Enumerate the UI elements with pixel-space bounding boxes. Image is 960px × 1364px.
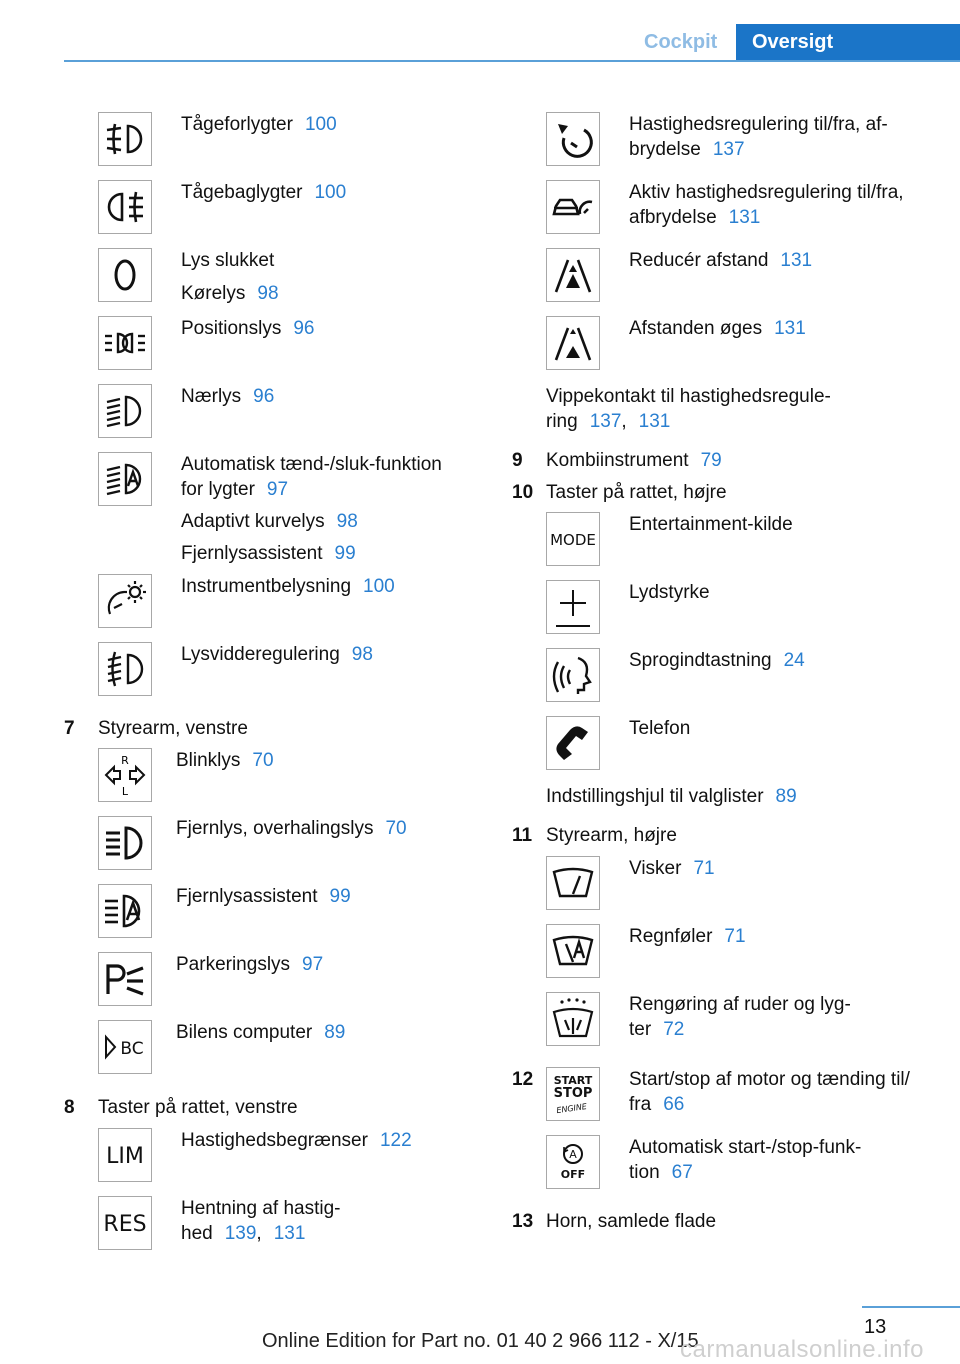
section-title: Horn, samlede flade (546, 1211, 717, 1232)
page-number: 13 (864, 1316, 887, 1338)
res-icon-text: RES (103, 1212, 147, 1237)
low-beam-icon (98, 384, 152, 438)
section-number: 9 (512, 450, 523, 471)
edition-note: Online Edition for Part no. 01 40 2 966 112 - X/15 (262, 1330, 699, 1352)
item-parking-light (176, 952, 323, 977)
item-turn-signal (176, 748, 274, 773)
item-voice-input (629, 648, 805, 673)
item-auto-start-stop (629, 1135, 861, 1160)
start-icon-text: START (553, 1074, 593, 1087)
section-number: 8 (64, 1097, 75, 1118)
item-label: Reducér afstand (629, 250, 769, 271)
cruise-control-icon (546, 112, 600, 166)
item-label: Automatisk tænd-/sluk-funktion (181, 454, 442, 475)
item-label: Hentning af hastig- (181, 1198, 341, 1219)
auto-start-stop-off-icon (546, 1135, 600, 1189)
page-ref-link[interactable]: 70 (252, 750, 274, 771)
page-ref-link[interactable]: 71 (693, 858, 715, 879)
auto-headlight-icon (98, 452, 152, 506)
item-label: ring (546, 411, 578, 432)
section-title: Styrearm, højre (546, 825, 677, 846)
turn-signal-icon (98, 748, 152, 802)
item-washer (629, 992, 851, 1017)
volume-icon (546, 580, 600, 634)
item-label: Start/stop af motor og tænding til/ (629, 1069, 910, 1090)
res-button-icon (98, 1196, 152, 1250)
page-ref-link[interactable]: 98 (336, 511, 358, 532)
phone-icon (546, 716, 600, 770)
board-computer-icon (98, 1020, 152, 1074)
item-label: Parkeringslys (176, 954, 291, 975)
page-ref-link[interactable]: 122 (379, 1130, 412, 1151)
item-board-computer (176, 1020, 345, 1045)
page-ref-link[interactable]: 67 (671, 1162, 693, 1183)
page-ref-link[interactable]: 98 (351, 644, 373, 665)
item-label: Aktiv hastighedsregulering til/fra, (629, 182, 904, 203)
item-label: for lygter (181, 479, 255, 500)
parking-light-icon (98, 952, 152, 1006)
item-speed-limiter (181, 1128, 412, 1153)
item-running-lights (181, 281, 279, 306)
item-cruise-control-cont (629, 137, 745, 162)
item-reduce-distance (629, 248, 812, 273)
item-washer-cont (629, 1017, 684, 1042)
item-resume-speed-cont (181, 1221, 305, 1246)
section-number: 11 (512, 825, 533, 846)
item-label: Positionslys (181, 318, 282, 339)
item-label: Instrumentbelysning (181, 576, 352, 597)
item-active-cruise-cont (629, 205, 760, 230)
item-volume (629, 580, 710, 605)
item-label: Blinklys (176, 750, 241, 771)
item-active-cruise (629, 180, 904, 205)
separator: , (621, 411, 627, 432)
lim-icon-text: LIM (106, 1144, 144, 1169)
item-label: Fjernlysassistent (181, 543, 323, 564)
item-label: Telefon (629, 718, 691, 739)
rear-fog-light-icon (98, 180, 152, 234)
parking-lamp-icon (98, 316, 152, 370)
item-label: Visker (629, 858, 682, 879)
item-label: tion (629, 1162, 660, 1183)
item-label: Nærlys (181, 386, 242, 407)
section-number: 13 (512, 1211, 534, 1232)
item-entertainment (629, 512, 793, 537)
item-rocker-switch-cont (546, 409, 670, 434)
item-label: Adaptivt kurvelys (181, 511, 325, 532)
page-ref-link[interactable]: 71 (724, 926, 746, 947)
page-ref-link[interactable]: 131 (273, 1223, 306, 1244)
section-title: Taster på rattet, højre (546, 482, 727, 503)
item-label: Sprogindtastning (629, 650, 772, 671)
item-label: Fjernlys, overhalingslys (176, 818, 374, 839)
page-ref-link[interactable]: 66 (663, 1094, 685, 1115)
item-highbeam-assist (181, 541, 356, 566)
section-title: Taster på rattet, venstre (98, 1097, 298, 1118)
page-ref-link[interactable]: 97 (302, 954, 324, 975)
item-start-stop-cont (629, 1092, 684, 1117)
page-ref-link[interactable]: 72 (663, 1019, 685, 1040)
item-position-lights (181, 316, 314, 341)
high-beam-icon (98, 816, 152, 870)
watermark: carmanualsonline.info (680, 1336, 924, 1363)
stop-icon-text: STOP (553, 1086, 593, 1101)
item-lights-off (181, 248, 274, 273)
section-title (546, 448, 722, 473)
item-high-beam-assist (176, 884, 351, 909)
separator: , (256, 1223, 262, 1244)
item-rocker-switch (546, 384, 831, 409)
item-resume-speed (181, 1196, 341, 1221)
item-auto-start-stop-cont (629, 1160, 693, 1185)
item-auto-lights (181, 452, 442, 477)
reduce-distance-icon (546, 248, 600, 302)
a-icon-text: A (569, 1148, 577, 1161)
item-low-beam (181, 384, 274, 409)
start-stop-button-icon (546, 1067, 600, 1121)
item-label: Bilens computer (176, 1022, 313, 1043)
page-ref-link[interactable]: 139 (224, 1223, 257, 1244)
item-label: Lys slukket (181, 250, 275, 271)
item-label: Fjernlysassistent (176, 886, 318, 907)
voice-input-icon (546, 648, 600, 702)
item-auto-lights-cont (181, 477, 288, 502)
page-ref-link[interactable]: 137 (712, 139, 745, 160)
page-ref-link[interactable]: 97 (266, 479, 289, 500)
item-instrument-lighting (181, 574, 395, 599)
item-label: Tågebaglygter (181, 182, 303, 203)
item-front-fog (181, 112, 337, 137)
wiper-icon (546, 856, 600, 910)
header-rule (64, 60, 960, 62)
section-title-label: Kombiinstrument (546, 450, 689, 471)
page-ref-link[interactable]: 98 (257, 283, 279, 304)
item-label: Kørelys (181, 283, 246, 304)
item-label: ter (629, 1019, 652, 1040)
item-start-stop (629, 1067, 910, 1092)
item-label: Afstanden øges (629, 318, 763, 339)
page-ref-link[interactable]: 96 (293, 318, 315, 339)
svg-text:L: L (121, 785, 129, 798)
item-headlight-range (181, 642, 373, 667)
item-label: fra (629, 1094, 652, 1115)
item-label: Tågeforlygter (181, 114, 293, 135)
item-rear-fog (181, 180, 346, 205)
item-label: Lysvidderegulering (181, 644, 340, 665)
item-label: Hastighedsbegrænser (181, 1130, 368, 1151)
increase-distance-icon (546, 316, 600, 370)
item-label: Rengøring af ruder og lyg- (629, 994, 851, 1015)
page-ref-link[interactable]: 100 (304, 114, 337, 135)
page-ref-link[interactable]: 100 (363, 576, 395, 597)
item-increase-distance (629, 316, 806, 341)
page-ref-link[interactable]: 137 (589, 411, 622, 432)
item-label: brydelse (629, 139, 701, 160)
page-ref-link[interactable]: 131 (638, 411, 671, 432)
item-label: Indstillingshjul til valglister (546, 786, 764, 807)
page-ref-link[interactable]: 24 (783, 650, 805, 671)
footer-rule (862, 1306, 960, 1308)
item-high-beam (176, 816, 407, 841)
item-label: Lydstyrke (629, 582, 710, 603)
item-label: hed (181, 1223, 213, 1244)
headlight-range-icon (98, 642, 152, 696)
page-ref-link[interactable]: 131 (774, 318, 806, 339)
page-ref-link[interactable]: 79 (700, 450, 722, 471)
page-ref-link[interactable]: 99 (334, 543, 356, 564)
off-icon-text: OFF (560, 1168, 586, 1181)
page-ref-link[interactable]: 96 (253, 386, 275, 407)
tab-cockpit[interactable]: Cockpit (644, 31, 718, 53)
item-label: Entertainment-kilde (629, 514, 793, 535)
page-ref-link[interactable]: 100 (314, 182, 347, 203)
instrument-lighting-icon (98, 574, 152, 628)
item-adaptive-curve (181, 509, 358, 534)
mode-icon-text: MODE (550, 531, 596, 549)
lim-button-icon (98, 1128, 152, 1182)
page-ref-link[interactable]: 70 (385, 818, 407, 839)
tab-oversigt[interactable]: Oversigt (736, 24, 960, 60)
mode-button-icon (546, 512, 600, 566)
engine-icon-text: ENGINE (555, 1101, 588, 1116)
page-ref-link[interactable]: 131 (780, 250, 813, 271)
item-label: Regnføler (629, 926, 713, 947)
item-rain-sensor (629, 924, 746, 949)
item-label: afbrydelse (629, 207, 717, 228)
washer-icon (546, 992, 600, 1046)
rain-sensor-icon (546, 924, 600, 978)
section-number: 12 (512, 1069, 534, 1090)
svg-text:R: R (121, 754, 129, 767)
item-label: Vippekontakt til hastighedsregule- (546, 386, 831, 407)
item-thumbwheel (546, 784, 797, 809)
high-beam-assist-icon (98, 884, 152, 938)
bc-icon-text: BC (120, 1039, 144, 1059)
item-label: Hastighedsregulering til/fra, af- (629, 114, 888, 135)
section-number: 7 (64, 718, 75, 739)
page-ref-link[interactable]: 99 (329, 886, 351, 907)
item-wiper (629, 856, 715, 881)
section-title: Styrearm, venstre (98, 718, 248, 739)
front-fog-light-icon (98, 112, 152, 166)
section-number: 10 (512, 482, 534, 503)
active-cruise-icon (546, 180, 600, 234)
lights-off-icon (98, 248, 152, 302)
page-ref-link[interactable]: 89 (775, 786, 797, 807)
page-ref-link[interactable]: 89 (324, 1022, 346, 1043)
page-ref-link[interactable]: 131 (728, 207, 761, 228)
item-cruise-control (629, 112, 888, 137)
item-phone (629, 716, 690, 741)
item-label: Automatisk start-/stop-funk- (629, 1137, 862, 1158)
